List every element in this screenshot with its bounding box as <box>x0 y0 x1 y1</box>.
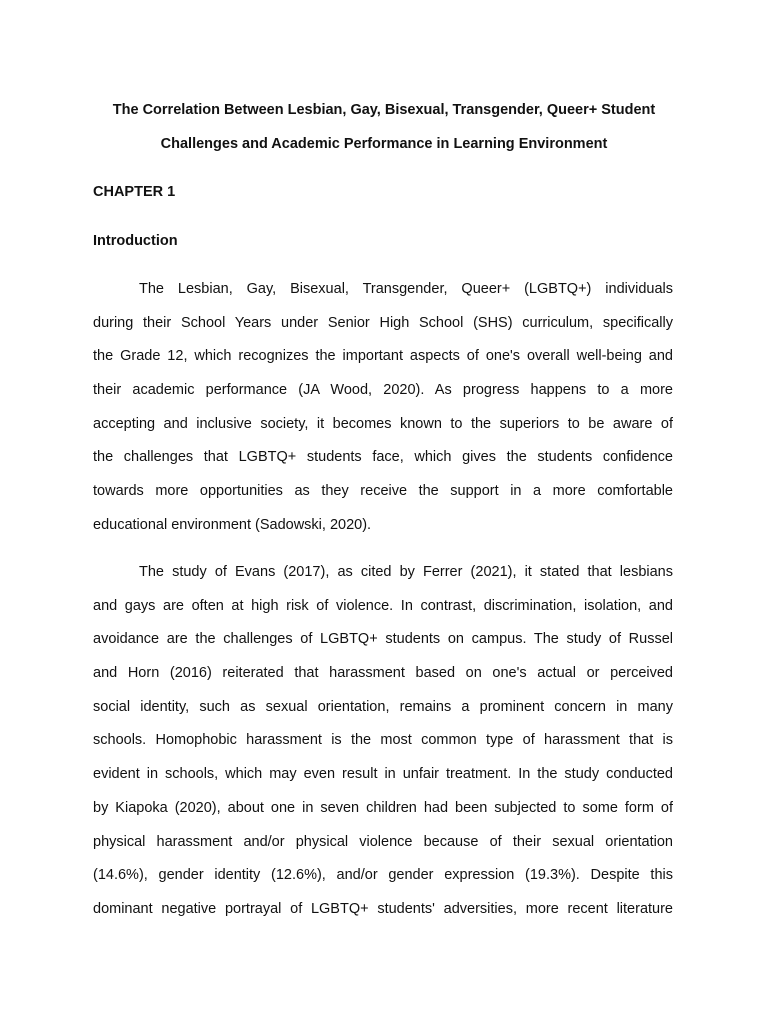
chapter-heading: CHAPTER 1 <box>93 184 176 200</box>
paragraph-1 <box>93 279 673 549</box>
paragraph-line: the challenges that LGBTQ+ students face, which gives the students confidence <box>93 449 673 466</box>
paragraph-line: towards more opportunities as they receive the support in a more comfortable <box>93 483 673 500</box>
paragraph-line: physical harassment and/or physical violence because of their sexual orientation <box>93 833 673 850</box>
paragraph-line: by Kiapoka (2020), about one in seven children had been subjected to some form of <box>93 799 673 816</box>
paragraph-line: The study of Evans (2017), as cited by Ferrer (2021), it stated that lesbians <box>139 564 673 580</box>
paragraph-line: evident in schools, which may even result in unfair treatment. In the study conducted <box>93 766 673 783</box>
paragraph-line: accepting and inclusive society, it becomes known to the superiors to be aware of <box>93 415 673 432</box>
paragraph-line: dominant negative portrayal of LGBTQ+ students' adversities, more recent literature <box>93 900 673 917</box>
paragraph-line: The Lesbian, Gay, Bisexual, Transgender, Queer+ (LGBTQ+) individuals <box>139 281 673 297</box>
paragraph-line: and gays are often at high risk of violence. In contrast, discrimination, isolation, and <box>93 597 673 614</box>
document-title-line-1: The Correlation Between Lesbian, Gay, Bisexual, Transgender, Queer+ Student <box>112 102 656 118</box>
paragraph-line: and Horn (2016) reiterated that harassment based on one's actual or perceived <box>93 665 673 682</box>
document-title-line-2: Challenges and Academic Performance in Learning Environment <box>160 136 608 152</box>
paragraph-line: schools. Homophobic harassment is the most common type of harassment that is <box>93 732 673 749</box>
paragraph-line: educational environment (Sadowski, 2020). <box>93 516 372 533</box>
paragraph-line: social identity, such as sexual orientation, remains a prominent concern in many <box>93 698 673 715</box>
section-heading: Introduction <box>93 233 178 249</box>
paragraph-line: during their School Years under Senior High School (SHS) curriculum, specifically <box>93 314 673 331</box>
paragraph-line: the Grade 12, which recognizes the important aspects of one's overall well-being and <box>93 348 673 365</box>
paragraph-line: their academic performance (JA Wood, 2020). As progress happens to a more <box>93 382 673 399</box>
paragraph-2 <box>93 562 673 933</box>
paragraph-line: avoidance are the challenges of LGBTQ+ students on campus. The study of Russel <box>93 631 673 648</box>
paragraph-line: (14.6%), gender identity (12.6%), and/or gender expression (19.3%). Despite this <box>93 867 673 884</box>
